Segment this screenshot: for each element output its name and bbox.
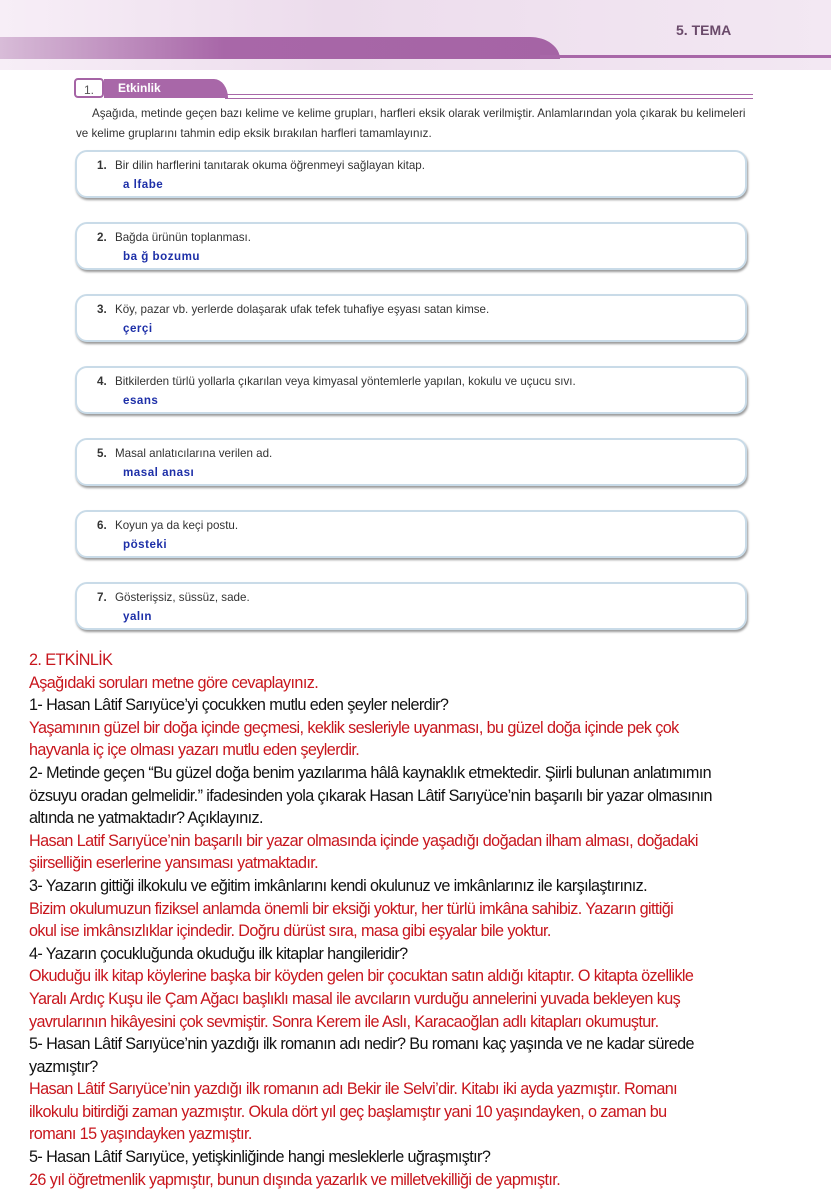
theme-label: 5. TEMA [676, 22, 732, 38]
answer-text: esans [123, 394, 159, 407]
question-line: 4- Yazarın çocukluğunda okuduğu ilk kitaplar hangileridir? [29, 944, 408, 963]
question-line: 5- Hasan Lâtif Sarıyüce’nin yazdığı ilk romanın adı nedir? Bu romanı kaç yaşında ve ne kadar sürede [29, 1035, 694, 1054]
question-label: Koyun ya da keçi postu. [115, 519, 239, 532]
question-number: 4. [97, 375, 107, 388]
question-line: 2- Metinde geçen “Bu güzel doğa benim yazılarıma hâlâ kaynaklık etmektedir. Şiirli bulunan anlatımımın [29, 763, 712, 782]
question-box [75, 366, 747, 414]
question-line: yazmıştır? [29, 1057, 98, 1076]
answer-line: hayvanla iç içe olması yazarı mutlu eden şeylerdir. [29, 741, 360, 760]
answer-line: okul ise imkânsızlıklar içindedir. Doğru dürüst sıra, masa gibi eşyalar bile yoktur. [29, 922, 551, 941]
question-text [97, 231, 251, 244]
activity2-text [29, 649, 829, 1191]
answer-text: ba ğ bozumu [123, 250, 200, 263]
answer-line: romanı 15 yaşındayken yazmıştır. [29, 1125, 252, 1144]
question-label: Masal anlatıcılarına verilen ad. [115, 447, 273, 460]
question-label: Bir dilin harflerini tanıtarak okuma öğrenmeyi sağlayan kitap. [115, 159, 425, 172]
question-text [97, 591, 250, 604]
question-number: 7. [97, 591, 107, 604]
question-text [97, 159, 425, 172]
question-box [75, 510, 747, 558]
answer-text: a lfabe [123, 178, 164, 191]
question-line: 3- Yazarın gittiği ilkokulu ve eğitim imkânlarını kendi okulunuz ve imkânlarınız ile karşılaştırınız. [29, 876, 648, 895]
question-number: 3. [97, 303, 107, 316]
question-box [75, 294, 747, 342]
question-line: altında ne yatmaktadır? Açıklayınız. [29, 809, 263, 828]
question-box [75, 222, 747, 270]
question-label: Köy, pazar vb. yerlerde dolaşarak ufak tefek tuhafiye eşyası satan kimse. [115, 303, 490, 316]
answer-line: Yaralı Ardıç Kuşu ile Çam Ağacı başlıklı masal ile avcıların vurduğu annelerini yuvada bekleyen kuş [29, 989, 681, 1008]
answer-text: masal anası [123, 466, 195, 479]
question-text [97, 303, 489, 316]
answer-line: yavrularının hikâyesini çok sevmiştir. Sonra Kerem ile Aslı, Karacaoğlan adlı kitapları okumuştur. [29, 1012, 659, 1031]
question-line: özsuyu oradan gelmelidir.” ifadesinden yola çıkarak Hasan Lâtif Sarıyüce’nin başarılı bir yazar olmasının [29, 786, 712, 805]
header-line [540, 55, 831, 58]
answer-line: Bizim okulumuzun fiziksel anlamda önemli bir eksiği yoktur, her türlü imkâna sahibiz. Yazarın gittiği [29, 899, 674, 918]
question-label: Gösterişsiz, süssüz, sade. [115, 591, 250, 604]
answer-line: Hasan Lâtif Sarıyüce’nin yazdığı ilk romanın adı Bekir ile Selvi’dir. Kitabı iki ayda yazmıştır. Romanı [29, 1080, 678, 1099]
question-text [97, 375, 576, 388]
question-label: Bağda ürünün toplanması. [115, 231, 252, 244]
answer-line: 2. ETKİNLİK [29, 651, 113, 669]
answer-text: çerçi [123, 322, 153, 335]
header-band [0, 37, 560, 59]
question-number: 6. [97, 519, 107, 532]
answer-line: Yaşamının güzel bir doğa içinde geçmesi, keklik sesleriyle uyanması, bu güzel doğa içinde pek çok [29, 718, 679, 737]
question-text [97, 519, 238, 532]
question-text [97, 447, 272, 460]
question-box [75, 150, 747, 198]
question-box [75, 582, 747, 630]
question-number: 2. [97, 231, 107, 244]
question-number: 1. [97, 159, 107, 172]
answer-line: Okuduğu ilk kitap köylerine başka bir köyden gelen bir çocuktan satın aldığı kitaptır. O kitapta özellikle [29, 967, 694, 986]
question-line: 5- Hasan Lâtif Sarıyüce, yetişkinliğinde hangi mesleklerle uğraşmıştır? [29, 1148, 491, 1167]
question-number: 5. [97, 447, 107, 460]
activity-divider [225, 94, 753, 99]
answer-text: yalın [123, 610, 152, 623]
answer-line: şiirselliğin eserlerine yansıması yatmaktadır. [29, 854, 319, 873]
answer-line: Aşağıdaki soruları metne göre cevaplayınız. [29, 673, 319, 692]
activity-number: 1. [74, 78, 104, 98]
answer-line: Hasan Latif Sarıyüce’nin başarılı bir yazar olmasında içinde yaşadığı doğadan ilham alması, doğadaki [29, 831, 698, 850]
activity-instructions: Aşağıda, metinde geçen bazı kelime ve kelime grupları, harfleri eksik olarak verilmiştir. Anlamlarından yola çıkarak bu kelimeleri ve kelime gruplarını tahmin edip eksik bırakılan harfleri tamamlayınız. [76, 107, 746, 140]
answer-line: 26 yıl öğretmenlik yapmıştır, bunun dışında yazarlık ve milletvekilliği de yapmıştır. [29, 1170, 561, 1189]
question-box [75, 438, 747, 486]
answer-text: pösteki [123, 538, 168, 551]
activity-title: Etkinlik [104, 79, 228, 98]
answer-line: ilkokulu bitirdiği zaman yazmıştır. Okula dört yıl geç başlamıştır yani 10 yaşındayken, o zaman bu [29, 1102, 667, 1121]
question-label: Bitkilerden türlü yollarla çıkarılan veya kimyasal yöntemlerle yapılan, kokulu ve uçucu sıvı. [115, 375, 576, 388]
question-line: 1- Hasan Lâtif Sarıyüce’yi çocukken mutlu eden şeyler nelerdir? [29, 696, 449, 715]
